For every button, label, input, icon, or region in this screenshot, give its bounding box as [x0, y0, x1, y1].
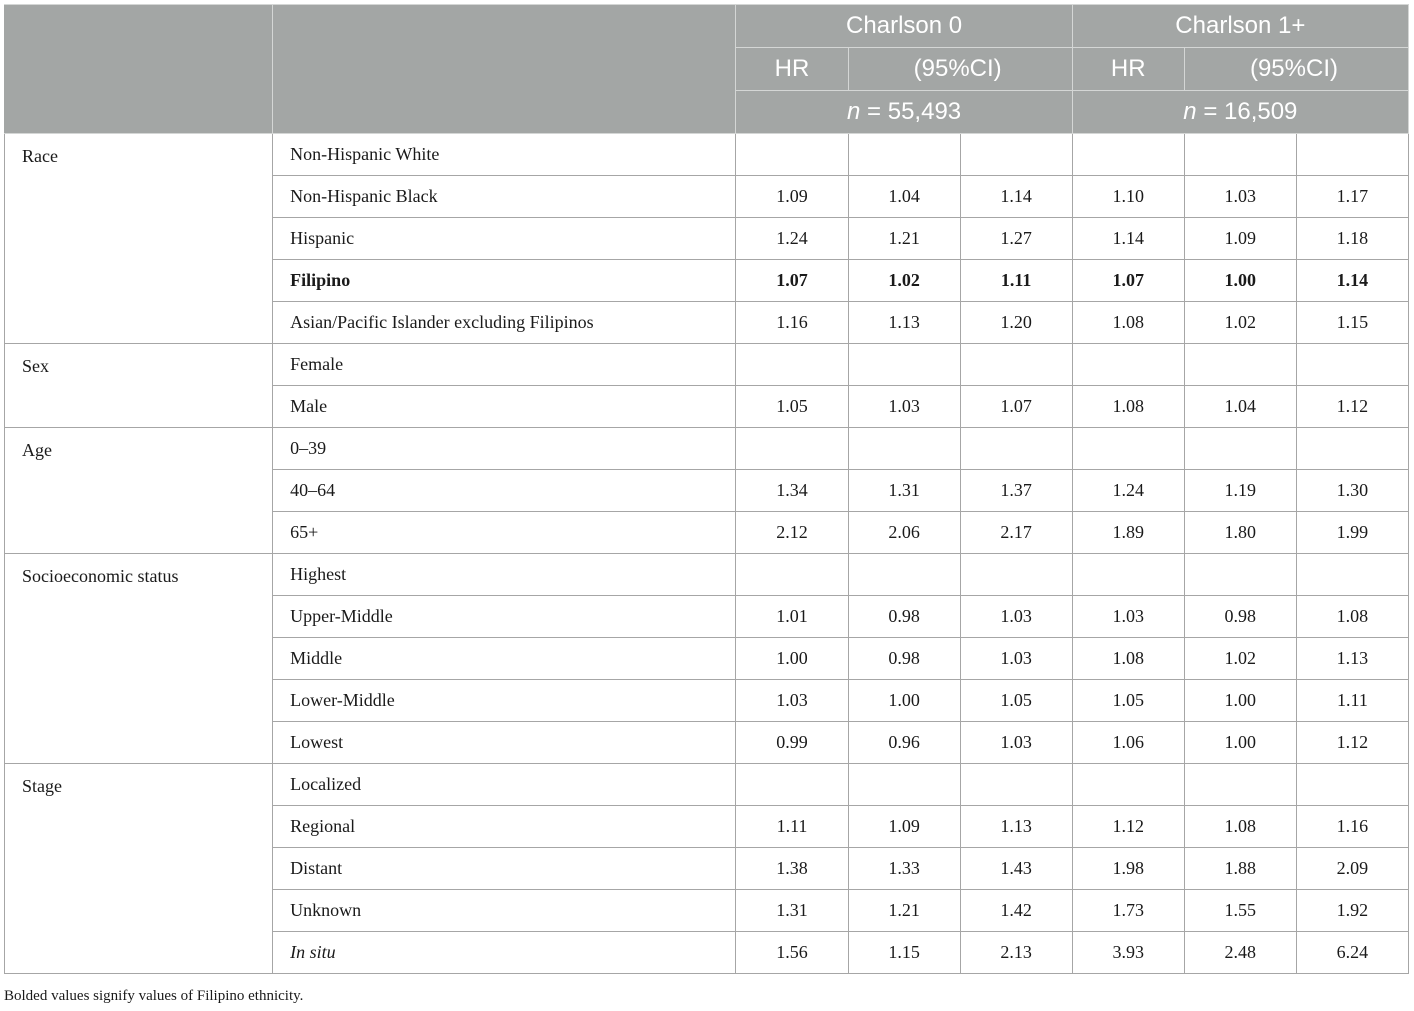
- category-cell: Age: [5, 428, 273, 554]
- subcategory-cell: Non-Hispanic Black: [273, 176, 736, 218]
- value-cell: 1.99: [1296, 512, 1408, 554]
- value-cell: 1.24: [1072, 470, 1184, 512]
- value-cell: [736, 344, 848, 386]
- value-cell: 1.09: [848, 806, 960, 848]
- value-cell: 1.92: [1296, 890, 1408, 932]
- value-cell: 1.31: [736, 890, 848, 932]
- value-cell: 1.10: [1072, 176, 1184, 218]
- value-cell: 1.03: [1184, 176, 1296, 218]
- value-cell: 1.00: [1184, 722, 1296, 764]
- value-cell: 1.43: [960, 848, 1072, 890]
- value-cell: 1.04: [848, 176, 960, 218]
- header-n-1: n = 55,493: [736, 91, 1072, 134]
- subcategory-cell: Lower-Middle: [273, 680, 736, 722]
- value-cell: 0.98: [1184, 596, 1296, 638]
- value-cell: 1.08: [1072, 638, 1184, 680]
- value-cell: 1.03: [1072, 596, 1184, 638]
- value-cell: 1.31: [848, 470, 960, 512]
- value-cell: 1.07: [1072, 260, 1184, 302]
- value-cell: 1.07: [736, 260, 848, 302]
- value-cell: [1072, 554, 1184, 596]
- value-cell: 1.37: [960, 470, 1072, 512]
- table-body: [5, 134, 1409, 974]
- value-cell: 1.27: [960, 218, 1072, 260]
- value-cell: 1.02: [1184, 638, 1296, 680]
- value-cell: 1.02: [1184, 302, 1296, 344]
- value-cell: 2.09: [1296, 848, 1408, 890]
- value-cell: 1.06: [1072, 722, 1184, 764]
- value-cell: 1.03: [736, 680, 848, 722]
- value-cell: 1.12: [1296, 386, 1408, 428]
- value-cell: 1.56: [736, 932, 848, 974]
- subcategory-cell: 65+: [273, 512, 736, 554]
- value-cell: 1.16: [1296, 806, 1408, 848]
- value-cell: 2.17: [960, 512, 1072, 554]
- value-cell: 1.21: [848, 218, 960, 260]
- value-cell: 1.08: [1184, 806, 1296, 848]
- subcategory-cell: Middle: [273, 638, 736, 680]
- value-cell: 2.48: [1184, 932, 1296, 974]
- value-cell: [1296, 134, 1408, 176]
- value-cell: 1.88: [1184, 848, 1296, 890]
- subcategory-cell: 40–64: [273, 470, 736, 512]
- value-cell: 1.08: [1072, 386, 1184, 428]
- value-cell: 1.34: [736, 470, 848, 512]
- category-cell: Sex: [5, 344, 273, 428]
- value-cell: 1.21: [848, 890, 960, 932]
- value-cell: 2.12: [736, 512, 848, 554]
- subcategory-cell: Upper-Middle: [273, 596, 736, 638]
- subcategory-cell: Distant: [273, 848, 736, 890]
- value-cell: [960, 764, 1072, 806]
- subcategory-cell: Filipino: [273, 260, 736, 302]
- value-cell: [1296, 764, 1408, 806]
- value-cell: 1.15: [1296, 302, 1408, 344]
- subcategory-cell: Unknown: [273, 890, 736, 932]
- value-cell: 1.89: [1072, 512, 1184, 554]
- value-cell: 1.15: [848, 932, 960, 974]
- header-ci-2: (95%CI): [1184, 48, 1408, 91]
- value-cell: 1.03: [960, 722, 1072, 764]
- value-cell: 1.03: [848, 386, 960, 428]
- subcategory-cell: Hispanic: [273, 218, 736, 260]
- value-cell: 2.13: [960, 932, 1072, 974]
- value-cell: 1.05: [1072, 680, 1184, 722]
- value-cell: [960, 428, 1072, 470]
- value-cell: 0.98: [848, 596, 960, 638]
- value-cell: 1.02: [848, 260, 960, 302]
- value-cell: 2.06: [848, 512, 960, 554]
- value-cell: [736, 134, 848, 176]
- subcategory-cell: Male: [273, 386, 736, 428]
- value-cell: [848, 764, 960, 806]
- value-cell: 1.07: [960, 386, 1072, 428]
- header-hr-2: HR: [1072, 48, 1184, 91]
- category-cell: Stage: [5, 764, 273, 974]
- value-cell: 1.08: [1072, 302, 1184, 344]
- value-cell: 1.13: [848, 302, 960, 344]
- value-cell: [1072, 428, 1184, 470]
- value-cell: 3.93: [1072, 932, 1184, 974]
- header-charlson-1plus: Charlson 1+: [1072, 5, 1408, 48]
- value-cell: [736, 554, 848, 596]
- value-cell: 1.14: [1296, 260, 1408, 302]
- value-cell: [960, 554, 1072, 596]
- value-cell: 1.03: [960, 596, 1072, 638]
- category-cell: Race: [5, 134, 273, 344]
- subcategory-cell: Regional: [273, 806, 736, 848]
- table-row: [5, 764, 1409, 806]
- value-cell: [848, 134, 960, 176]
- value-cell: 0.98: [848, 638, 960, 680]
- value-cell: 1.42: [960, 890, 1072, 932]
- value-cell: [1184, 764, 1296, 806]
- value-cell: 1.13: [1296, 638, 1408, 680]
- value-cell: 1.14: [1072, 218, 1184, 260]
- value-cell: 1.12: [1296, 722, 1408, 764]
- value-cell: 1.11: [1296, 680, 1408, 722]
- value-cell: 1.38: [736, 848, 848, 890]
- value-cell: 1.00: [848, 680, 960, 722]
- value-cell: 1.24: [736, 218, 848, 260]
- subcategory-cell: In situ: [273, 932, 736, 974]
- table-row: [5, 344, 1409, 386]
- value-cell: [848, 428, 960, 470]
- value-cell: 1.11: [960, 260, 1072, 302]
- table-row: [5, 554, 1409, 596]
- value-cell: [1296, 428, 1408, 470]
- value-cell: 0.99: [736, 722, 848, 764]
- value-cell: [1184, 428, 1296, 470]
- value-cell: 1.73: [1072, 890, 1184, 932]
- value-cell: 1.00: [1184, 680, 1296, 722]
- value-cell: 1.03: [960, 638, 1072, 680]
- value-cell: 1.14: [960, 176, 1072, 218]
- value-cell: [1296, 344, 1408, 386]
- value-cell: 1.08: [1296, 596, 1408, 638]
- value-cell: 1.80: [1184, 512, 1296, 554]
- value-cell: 1.12: [1072, 806, 1184, 848]
- value-cell: [736, 428, 848, 470]
- value-cell: 0.96: [848, 722, 960, 764]
- value-cell: 1.17: [1296, 176, 1408, 218]
- value-cell: 1.04: [1184, 386, 1296, 428]
- hazard-ratio-table: [4, 4, 1409, 974]
- value-cell: [960, 344, 1072, 386]
- subcategory-cell: Highest: [273, 554, 736, 596]
- value-cell: 1.09: [736, 176, 848, 218]
- value-cell: [1184, 134, 1296, 176]
- table-row: [5, 134, 1409, 176]
- value-cell: [1072, 134, 1184, 176]
- value-cell: 1.00: [1184, 260, 1296, 302]
- value-cell: 1.19: [1184, 470, 1296, 512]
- value-cell: [1072, 764, 1184, 806]
- header-charlson-0: Charlson 0: [736, 5, 1072, 48]
- category-cell: Socioeconomic status: [5, 554, 273, 764]
- table-footnote: Bolded values signify values of Filipino ethnicity.: [4, 988, 304, 1004]
- value-cell: 1.20: [960, 302, 1072, 344]
- value-cell: 1.16: [736, 302, 848, 344]
- value-cell: 1.18: [1296, 218, 1408, 260]
- value-cell: 1.55: [1184, 890, 1296, 932]
- value-cell: [1072, 344, 1184, 386]
- table-header: [5, 5, 1409, 134]
- subcategory-cell: Female: [273, 344, 736, 386]
- table-row: [5, 428, 1409, 470]
- value-cell: 1.13: [960, 806, 1072, 848]
- value-cell: 1.33: [848, 848, 960, 890]
- value-cell: 1.30: [1296, 470, 1408, 512]
- value-cell: 1.11: [736, 806, 848, 848]
- value-cell: [736, 764, 848, 806]
- header-ci-1: (95%CI): [848, 48, 1072, 91]
- value-cell: [1296, 554, 1408, 596]
- value-cell: 1.01: [736, 596, 848, 638]
- subcategory-cell: Asian/Pacific Islander excluding Filipinos: [273, 302, 736, 344]
- header-blank-category: [5, 5, 273, 134]
- subcategory-cell: Localized: [273, 764, 736, 806]
- value-cell: 1.05: [960, 680, 1072, 722]
- subcategory-cell: Non-Hispanic White: [273, 134, 736, 176]
- value-cell: 1.09: [1184, 218, 1296, 260]
- value-cell: 1.98: [1072, 848, 1184, 890]
- value-cell: [960, 134, 1072, 176]
- subcategory-cell: 0–39: [273, 428, 736, 470]
- value-cell: [848, 554, 960, 596]
- value-cell: [1184, 344, 1296, 386]
- value-cell: 6.24: [1296, 932, 1408, 974]
- header-hr-1: HR: [736, 48, 848, 91]
- header-n-2: n = 16,509: [1072, 91, 1408, 134]
- value-cell: [1184, 554, 1296, 596]
- value-cell: 1.00: [736, 638, 848, 680]
- subcategory-cell: Lowest: [273, 722, 736, 764]
- header-blank-subcategory: [273, 5, 736, 134]
- value-cell: 1.05: [736, 386, 848, 428]
- value-cell: [848, 344, 960, 386]
